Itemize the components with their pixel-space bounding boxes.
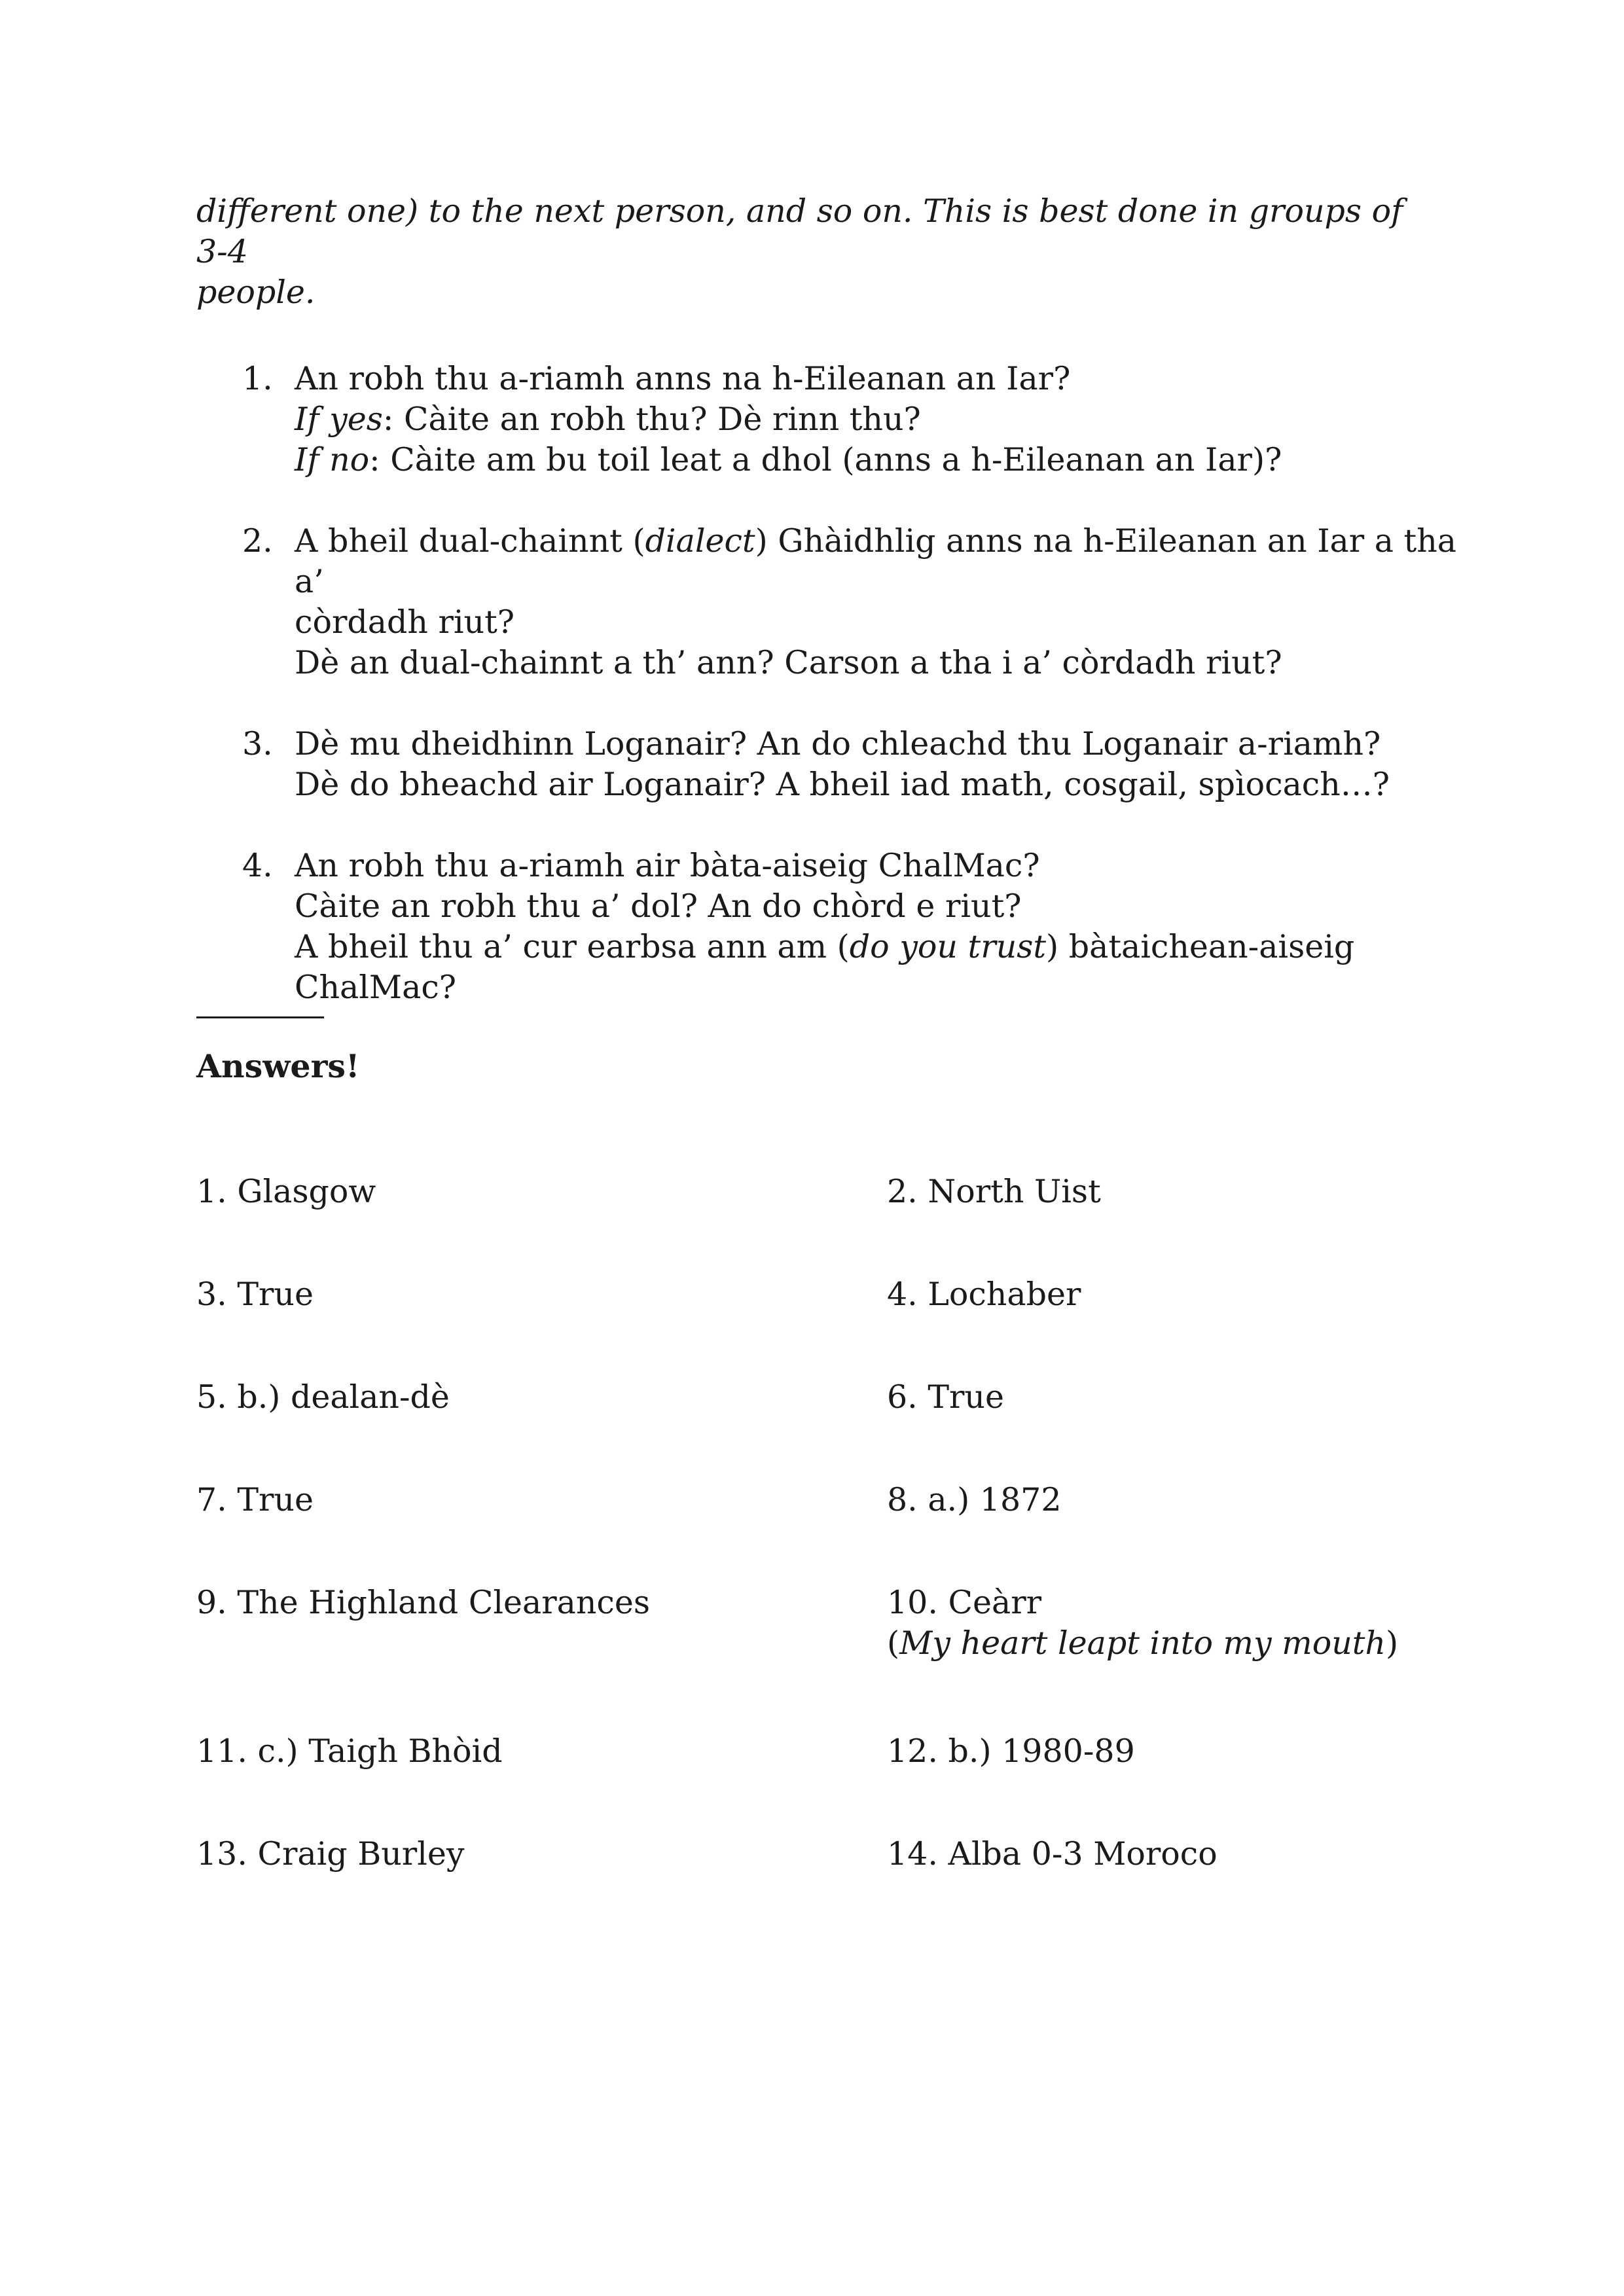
answer-2: 2. North Uist xyxy=(887,1173,1101,1210)
condition-label: If yes xyxy=(295,401,383,438)
answer-12: 12. b.) 1980-89 xyxy=(887,1732,1135,1770)
question-line xyxy=(295,521,1460,602)
paren-close: ) xyxy=(1386,1624,1399,1662)
answer-7: 7. True xyxy=(196,1481,314,1518)
answer-1: 1. Glasgow xyxy=(196,1173,376,1210)
answer-row xyxy=(196,1834,1440,1937)
discussion-questions xyxy=(242,359,1460,1049)
question-item xyxy=(242,724,1460,805)
question-number: 1. xyxy=(242,360,273,397)
paren-open: ( xyxy=(887,1624,900,1662)
answer-row xyxy=(196,1583,1440,1731)
question-line xyxy=(295,399,1460,440)
question-line: Dè mu dheidhinn Loganair? An do chleachd thu Loganair a-riamh? xyxy=(295,725,1381,762)
question-item xyxy=(242,521,1460,683)
question-line xyxy=(295,440,1460,480)
answer-4: 4. Lochaber xyxy=(887,1276,1081,1313)
answer-row xyxy=(196,1274,1440,1377)
answers-grid xyxy=(196,1172,1440,1937)
question-text: : Càite an robh thu? Dè rinn thu? xyxy=(382,401,921,438)
answer-10-text: 10. Ceàrr xyxy=(887,1584,1042,1621)
intro-text xyxy=(196,191,1427,313)
intro-line-2: people. xyxy=(196,274,316,311)
question-line: Càite an robh thu a’ dol? An do chòrd e riut? xyxy=(295,888,1022,925)
question-item xyxy=(242,359,1460,480)
intro-line-1: different one) to the next person, and so on. This is best done in groups of 3-4 xyxy=(196,192,1403,270)
answer-10-note xyxy=(887,1623,1440,1664)
answer-10 xyxy=(887,1583,1440,1664)
answer-9: 9. The Highland Clearances xyxy=(196,1584,651,1621)
question-text: : Càite am bu toil leat a dhol (anns a h-Eileanan an Iar)? xyxy=(369,441,1282,478)
section-divider xyxy=(196,1016,324,1018)
question-text: A bheil thu a’ cur earbsa ann am ( xyxy=(295,928,850,965)
question-line xyxy=(295,927,1460,1008)
answer-8: 8. a.) 1872 xyxy=(887,1481,1062,1518)
question-text: ) bàtaichean-aiseig ChalMac? xyxy=(295,928,1355,1006)
answer-row xyxy=(196,1377,1440,1480)
question-number: 4. xyxy=(242,847,273,884)
answer-6: 6. True xyxy=(887,1378,1004,1416)
gloss-text: do you trust xyxy=(849,928,1047,965)
question-line: An robh thu a-riamh air bàta-aiseig ChalMac? xyxy=(295,847,1040,884)
answer-14: 14. Alba 0-3 Moroco xyxy=(887,1835,1218,1873)
answer-11: 11. c.) Taigh Bhòid xyxy=(196,1732,503,1770)
condition-label: If no xyxy=(295,441,370,478)
question-line: An robh thu a-riamh anns na h-Eileanan an Iar? xyxy=(295,360,1071,397)
question-text: A bheil dual-chainnt ( xyxy=(295,522,645,560)
question-number: 3. xyxy=(242,725,273,762)
answer-row xyxy=(196,1172,1440,1274)
question-line: Dè an dual-chainnt a th’ ann? Carson a tha i a’ còrdadh riut? xyxy=(295,644,1282,681)
question-line: Dè do bheachd air Loganair? A bheil iad math, cosgail, spìocach…? xyxy=(295,766,1390,803)
answer-row xyxy=(196,1731,1440,1834)
question-item xyxy=(242,846,1460,1008)
question-text: ) Ghàidhlig anns na h-Eileanan an Iar a tha a’ xyxy=(295,522,1457,600)
answer-row xyxy=(196,1480,1440,1583)
question-line: còrdadh riut? xyxy=(295,603,515,641)
answers-heading: Answers! xyxy=(196,1047,360,1085)
answer-13: 13. Craig Burley xyxy=(196,1835,465,1873)
question-number: 2. xyxy=(242,522,273,560)
gloss-text: dialect xyxy=(645,522,755,560)
translation-note: My heart leapt into my mouth xyxy=(899,1624,1386,1662)
answer-5: 5. b.) dealan-dè xyxy=(196,1378,450,1416)
answer-3: 3. True xyxy=(196,1276,314,1313)
